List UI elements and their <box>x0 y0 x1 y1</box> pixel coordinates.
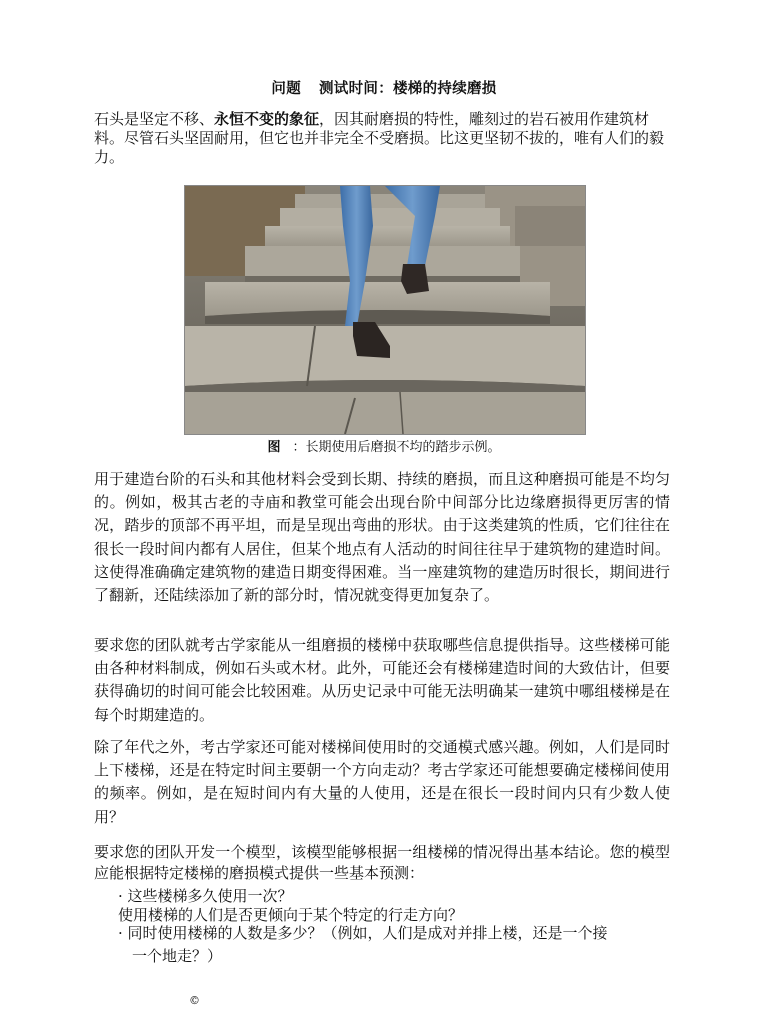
body-paragraph: 用于建造台阶的石头和其他材料会受到长期、持续的磨损，而且这种磨损可能是不均匀的。例如，极其古老的寺庙和教堂可能会出现台阶中间部分比边缘磨损得更厉害的情况，踏步的顶部不再平坦，而是呈现出弯曲的形状。由于这类建筑的性质，它们往往在很长一段时间内都有人居住，但某个地点有人活动的时间往往早于建筑物的建造时间。这使得准确确定建筑物的建造日期变得困难。当一座建筑物的建造历时很长，期间进行了翻新，还陆续添加了新的部分时，情况就变得更加复杂了。 <box>94 470 670 605</box>
page-title <box>0 77 768 98</box>
figure-label: 图 <box>267 440 281 455</box>
list-item: · 同时使用楼梯的人数是多少？（例如，人们是成对并排上楼，还是一个接 <box>118 924 608 942</box>
body-paragraph: 除了年代之外，考古学家还可能对楼梯间使用时的交通模式感兴趣。例如，人们是同时上下楼梯，还是在特定时间主要朝一个方向走动？考古学家还可能想要确定楼梯间使用的频率。例如，是在短时间内有大量的人使用，还是在很长一段时间内只有少数人使用？ <box>94 738 670 826</box>
body-paragraph: 要求您的团队开发一个模型，该模型能够根据一组楼梯的情况得出基本结论。您的模型应能根据特定楼梯的磨损模式提供一些基本预测： <box>94 843 670 882</box>
figure-caption-text: ：长期使用后磨损不均的踏步示例。 <box>292 440 501 455</box>
copyright-mark: © <box>189 994 200 1007</box>
figure-caption <box>0 436 768 455</box>
list-item: · 这些楼梯多久使用一次？ <box>118 887 293 905</box>
body-paragraph: 要求您的团队就考古学家能从一组磨损的楼梯中获取哪些信息提供指导。这些楼梯可能由各种材料制成，例如石头或木材。此外，可能还会有楼梯建造时间的大致估计，但要获得确切的时间可能会比较困难。从历史记录中可能无法明确某一建筑中哪组楼梯是在每个时期建造的。 <box>94 636 670 724</box>
problem-title-text: 测试时间：楼梯的持续磨损 <box>319 80 497 97</box>
list-item: 使用楼梯的人们是否更倾向于某个特定的行走方向？ <box>118 906 464 924</box>
problem-label: 问题 <box>271 80 301 97</box>
list-item-continuation: 一个地走？） <box>132 947 223 965</box>
intro-bold-phrase: 永恒不变的象征 <box>214 110 320 128</box>
intro-paragraph <box>94 110 664 167</box>
intro-part1: 石头是坚定不移、 <box>94 110 215 128</box>
worn-stairs-photo <box>184 185 586 435</box>
intro-part2: ，因其耐磨损的特性，雕刻过的岩石被用作建筑材料。尽管石头坚固耐用，但它也并非完全不受磨损。比这更坚韧不拔的，唯有人们的毅力。 <box>94 110 665 166</box>
